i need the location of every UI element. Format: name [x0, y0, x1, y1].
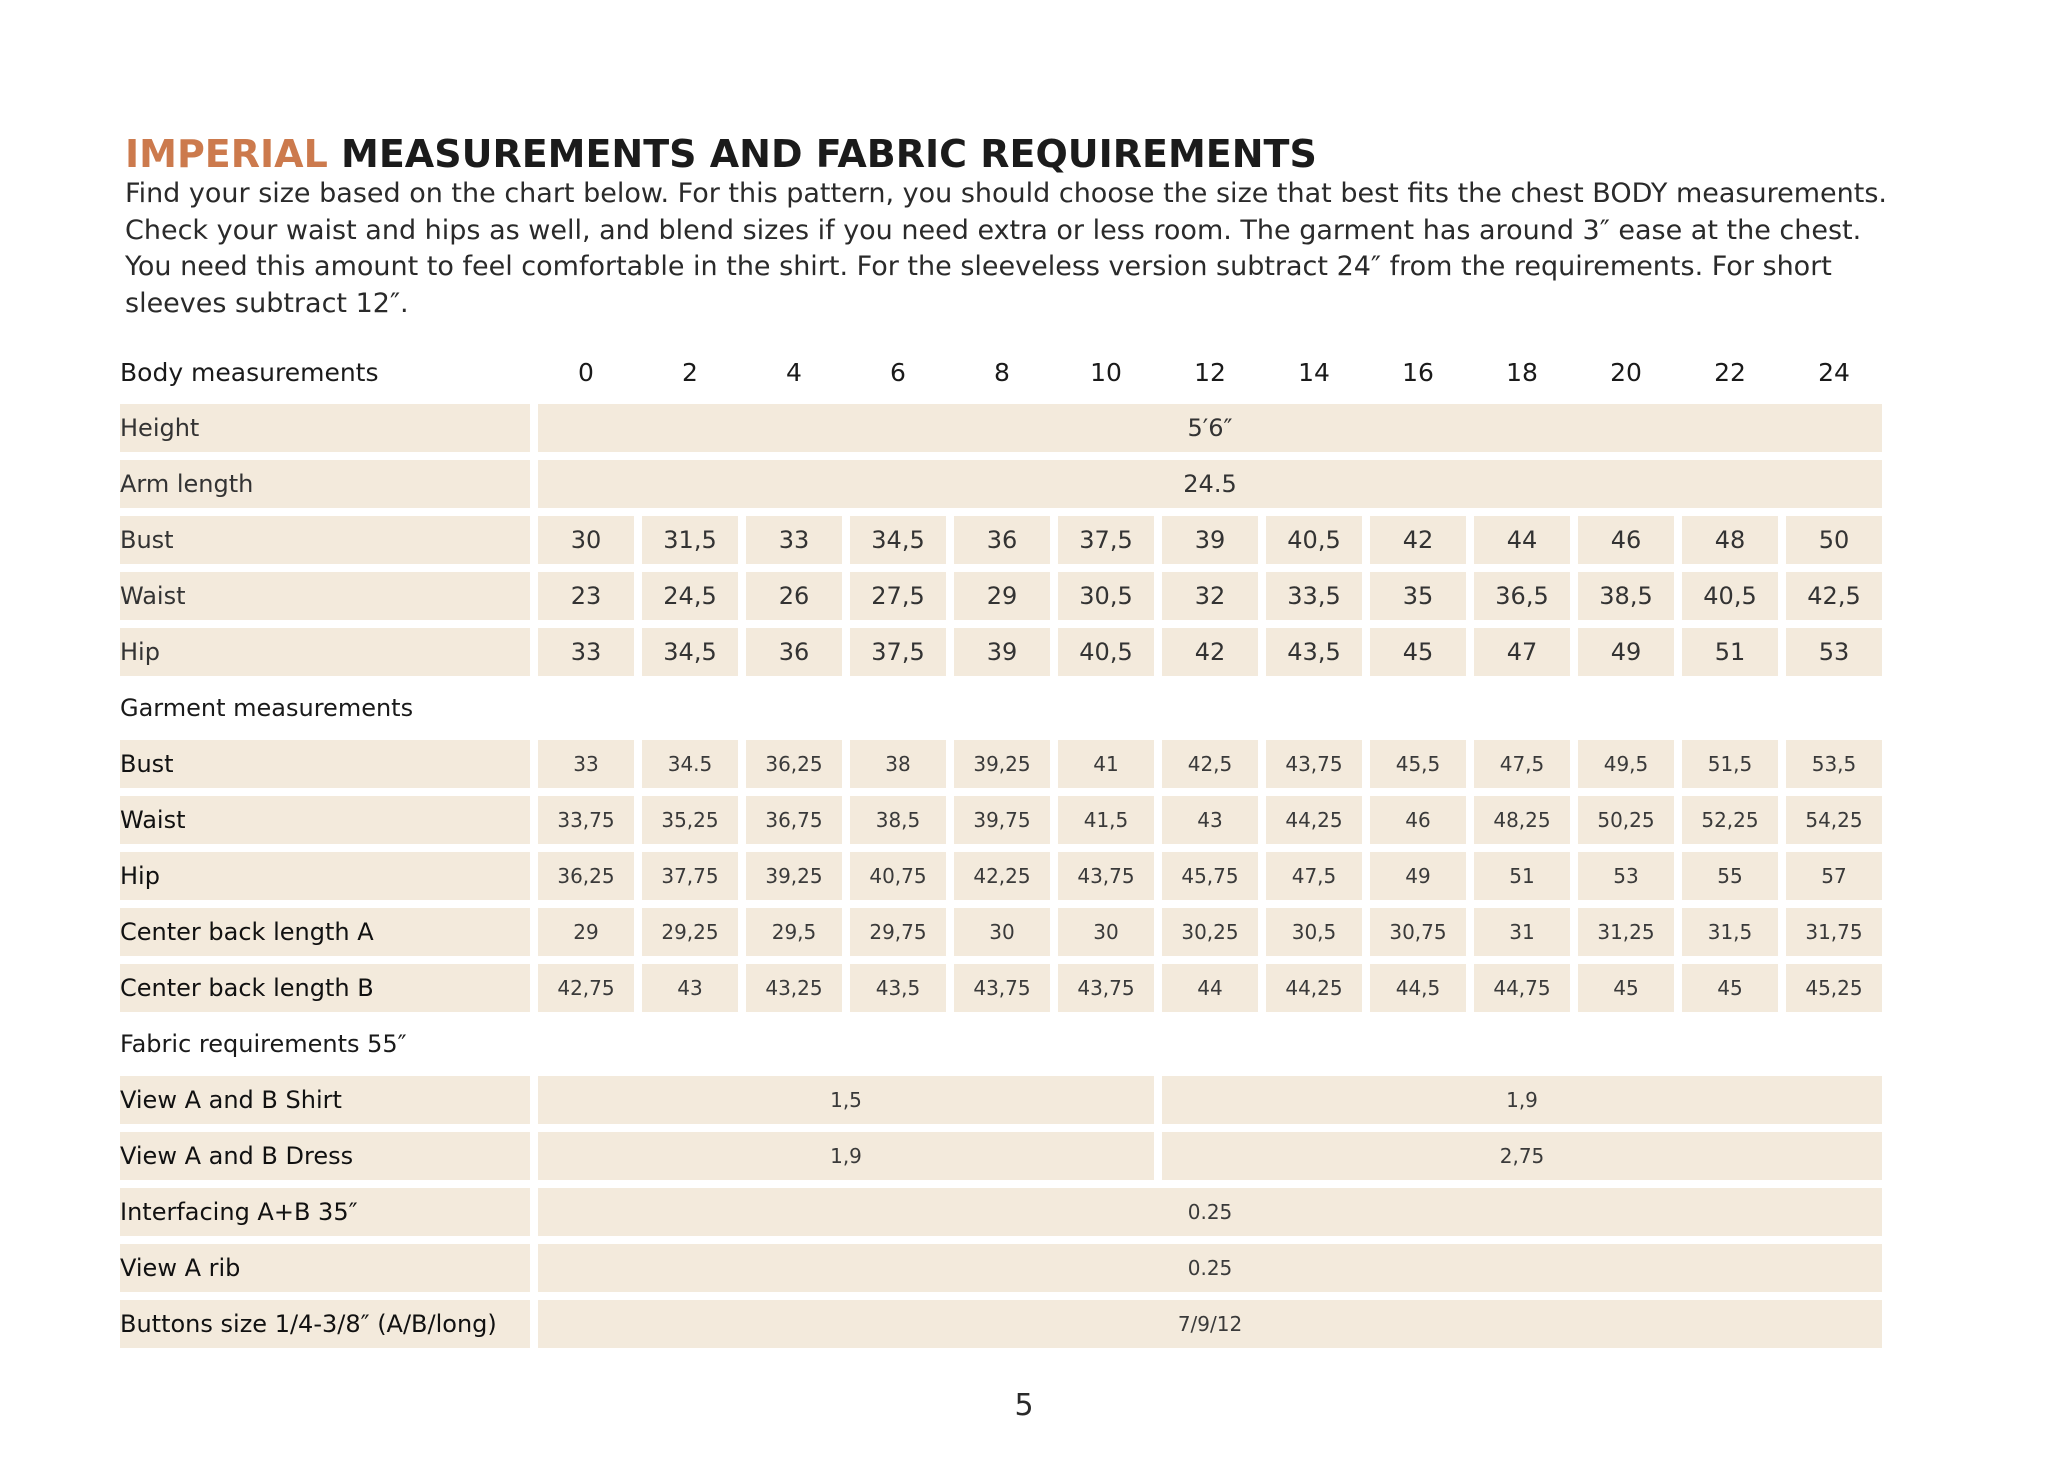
- size-value: 43,25: [746, 964, 842, 1012]
- span-value: 0.25: [538, 1188, 1882, 1236]
- size-header-10: 10: [1090, 357, 1122, 387]
- span-value: 5′6″: [538, 404, 1882, 452]
- row-label: Hip: [120, 852, 530, 900]
- size-value: 49,5: [1578, 740, 1674, 788]
- size-value: 42,25: [954, 852, 1050, 900]
- intro-paragraph: Find your size based on the chart below. For this pattern, you should choose the size that best fits the chest BODY measurements. Check your waist and hips as well, and blend sizes if you need extra or less room. The garment has around 3″ ease at the chest. You need this amount to feel comfortable in the shirt. For the sleeveless version subtract 24″ from the requirements. For short sleeves subtract 12″.: [125, 178, 1887, 319]
- size-value: 52,25: [1682, 796, 1778, 844]
- size-value: 47,5: [1474, 740, 1570, 788]
- size-value: 43,75: [954, 964, 1050, 1012]
- size-value: 32: [1162, 572, 1258, 620]
- fabric-row-view-a-and-b-shirt: [120, 1076, 1882, 1124]
- body-row-arm-length: [120, 460, 1882, 508]
- body-measurements-header: Body measurements: [120, 357, 379, 387]
- page-heading: [125, 128, 1317, 180]
- body-row-hip: [120, 628, 1882, 676]
- size-value: 37,5: [850, 628, 946, 676]
- size-value: 46: [1370, 796, 1466, 844]
- row-label: Buttons size 1/4-3/8″ (A/B/long): [120, 1300, 530, 1348]
- size-value: 36,25: [746, 740, 842, 788]
- size-header-row: [120, 348, 1882, 396]
- size-value: 51: [1682, 628, 1778, 676]
- row-label: View A rib: [120, 1244, 530, 1292]
- size-value: 30,75: [1370, 908, 1466, 956]
- body-row-bust: [120, 516, 1882, 564]
- size-header-20: 20: [1610, 357, 1642, 387]
- size-value: 31: [1474, 908, 1570, 956]
- size-value: 44: [1474, 516, 1570, 564]
- size-value: 40,5: [1058, 628, 1154, 676]
- size-value: 44,5: [1370, 964, 1466, 1012]
- size-value: 49: [1578, 628, 1674, 676]
- garment-row-bust: [120, 740, 1882, 788]
- size-value: 37,75: [642, 852, 738, 900]
- size-value: 45: [1370, 628, 1466, 676]
- body-row-height: [120, 404, 1882, 452]
- size-chart-body: [120, 348, 1882, 1348]
- row-label: Waist: [120, 796, 530, 844]
- size-value: 43,5: [850, 964, 946, 1012]
- row-label: Center back length A: [120, 908, 530, 956]
- size-value: 47: [1474, 628, 1570, 676]
- size-header-22: 22: [1714, 357, 1746, 387]
- size-value: 53: [1578, 852, 1674, 900]
- value-sizes-12-24: 2,75: [1162, 1132, 1882, 1180]
- size-value: 23: [538, 572, 634, 620]
- row-label: Interfacing A+B 35″: [120, 1188, 530, 1236]
- size-value: 43: [1162, 796, 1258, 844]
- size-value: 24,5: [642, 572, 738, 620]
- size-value: 51,5: [1682, 740, 1778, 788]
- size-value: 38: [850, 740, 946, 788]
- fabric-requirements-label-row: [120, 1020, 1882, 1068]
- size-value: 47,5: [1266, 852, 1362, 900]
- size-value: 41: [1058, 740, 1154, 788]
- size-value: 34,5: [850, 516, 946, 564]
- size-value: 33: [538, 628, 634, 676]
- size-value: 30,5: [1266, 908, 1362, 956]
- size-value: 31,25: [1578, 908, 1674, 956]
- size-value: 39,25: [954, 740, 1050, 788]
- size-value: 55: [1682, 852, 1778, 900]
- size-header-16: 16: [1402, 357, 1434, 387]
- size-value: 36: [746, 628, 842, 676]
- row-label: Bust: [120, 740, 530, 788]
- garment-row-center-back-length-a: [120, 908, 1882, 956]
- value-sizes-0-10: 1,9: [538, 1132, 1154, 1180]
- value-sizes-0-10: 1,5: [538, 1076, 1154, 1124]
- size-value: 45,25: [1786, 964, 1882, 1012]
- size-header-12: 12: [1194, 357, 1226, 387]
- heading-rest: MEASUREMENTS AND FABRIC REQUIREMENTS: [341, 132, 1317, 176]
- size-header-18: 18: [1506, 357, 1538, 387]
- size-value: 43,5: [1266, 628, 1362, 676]
- size-value: 38,5: [1578, 572, 1674, 620]
- size-value: 42,75: [538, 964, 634, 1012]
- size-value: 44,75: [1474, 964, 1570, 1012]
- size-value: 41,5: [1058, 796, 1154, 844]
- size-value: 51: [1474, 852, 1570, 900]
- size-value: 48,25: [1474, 796, 1570, 844]
- size-value: 40,5: [1682, 572, 1778, 620]
- size-value: 30: [954, 908, 1050, 956]
- size-value: 31,5: [642, 516, 738, 564]
- body-row-waist: [120, 572, 1882, 620]
- size-value: 42: [1162, 628, 1258, 676]
- size-value: 45: [1578, 964, 1674, 1012]
- size-value: 49: [1370, 852, 1466, 900]
- size-value: 33,75: [538, 796, 634, 844]
- size-value: 31,75: [1786, 908, 1882, 956]
- size-value: 34,5: [642, 628, 738, 676]
- size-header-0: 0: [578, 357, 594, 387]
- size-value: 30: [1058, 908, 1154, 956]
- size-chart-table: [112, 340, 1890, 1356]
- size-value: 37,5: [1058, 516, 1154, 564]
- heading-accent: IMPERIAL: [125, 132, 328, 176]
- size-value: 33,5: [1266, 572, 1362, 620]
- garment-measurements-label-row: [120, 684, 1882, 732]
- size-header-2: 2: [682, 357, 698, 387]
- size-value: 31,5: [1682, 908, 1778, 956]
- size-header-24: 24: [1818, 357, 1850, 387]
- size-value: 33: [746, 516, 842, 564]
- fabric-row-view-a-and-b-dress: [120, 1132, 1882, 1180]
- size-value: 35,25: [642, 796, 738, 844]
- size-value: 30: [538, 516, 634, 564]
- size-value: 45: [1682, 964, 1778, 1012]
- size-value: 39: [1162, 516, 1258, 564]
- page-number: 5: [1014, 1388, 1034, 1423]
- size-value: 30,5: [1058, 572, 1154, 620]
- row-label: Arm length: [120, 460, 530, 508]
- size-value: 46: [1578, 516, 1674, 564]
- size-value: 39,75: [954, 796, 1050, 844]
- size-value: 45,5: [1370, 740, 1466, 788]
- size-value: 36: [954, 516, 1050, 564]
- size-value: 48: [1682, 516, 1778, 564]
- size-value: 38,5: [850, 796, 946, 844]
- size-value: 43: [642, 964, 738, 1012]
- size-value: 44,25: [1266, 964, 1362, 1012]
- value-sizes-12-24: 1,9: [1162, 1076, 1882, 1124]
- row-label: View A and B Shirt: [120, 1076, 530, 1124]
- size-value: 44,25: [1266, 796, 1362, 844]
- size-value: 54,25: [1786, 796, 1882, 844]
- size-header-6: 6: [890, 357, 906, 387]
- size-value: 40,5: [1266, 516, 1362, 564]
- size-value: 36,5: [1474, 572, 1570, 620]
- garment-row-waist: [120, 796, 1882, 844]
- size-value: 42,5: [1162, 740, 1258, 788]
- garment-row-hip: [120, 852, 1882, 900]
- size-value: 44: [1162, 964, 1258, 1012]
- size-value: 29: [538, 908, 634, 956]
- size-value: 36,25: [538, 852, 634, 900]
- size-value: 29,5: [746, 908, 842, 956]
- span-value: 7/9/12: [538, 1300, 1882, 1348]
- row-label: Bust: [120, 516, 530, 564]
- row-label: Height: [120, 404, 530, 452]
- row-label: Center back length B: [120, 964, 530, 1012]
- size-value: 36,75: [746, 796, 842, 844]
- garment-measurements-label: Garment measurements: [120, 694, 414, 722]
- size-header-14: 14: [1298, 357, 1330, 387]
- garment-row-center-back-length-b: [120, 964, 1882, 1012]
- size-value: 39: [954, 628, 1050, 676]
- row-label: Waist: [120, 572, 530, 620]
- size-value: 29,25: [642, 908, 738, 956]
- size-value: 30,25: [1162, 908, 1258, 956]
- size-value: 42,5: [1786, 572, 1882, 620]
- span-value: 0.25: [538, 1244, 1882, 1292]
- size-value: 50,25: [1578, 796, 1674, 844]
- fabric-row-view-a-rib: [120, 1244, 1882, 1292]
- size-value: 50: [1786, 516, 1882, 564]
- size-value: 35: [1370, 572, 1466, 620]
- span-value: 24.5: [538, 460, 1882, 508]
- fabric-requirements-label: Fabric requirements 55″: [120, 1030, 407, 1058]
- size-value: 29: [954, 572, 1050, 620]
- size-header-8: 8: [994, 357, 1010, 387]
- size-value: 53: [1786, 628, 1882, 676]
- size-value: 40,75: [850, 852, 946, 900]
- size-value: 29,75: [850, 908, 946, 956]
- fabric-row-interfacing-a-b-35-: [120, 1188, 1882, 1236]
- size-value: 42: [1370, 516, 1466, 564]
- size-value: 39,25: [746, 852, 842, 900]
- row-label: Hip: [120, 628, 530, 676]
- size-value: 27,5: [850, 572, 946, 620]
- size-value: 43,75: [1058, 964, 1154, 1012]
- row-label: View A and B Dress: [120, 1132, 530, 1180]
- size-value: 57: [1786, 852, 1882, 900]
- size-value: 33: [538, 740, 634, 788]
- size-value: 43,75: [1058, 852, 1154, 900]
- size-value: 43,75: [1266, 740, 1362, 788]
- size-value: 26: [746, 572, 842, 620]
- fabric-row-buttons-size-1-4-3-8-a-b-long-: [120, 1300, 1882, 1348]
- size-value: 53,5: [1786, 740, 1882, 788]
- size-value: 34.5: [642, 740, 738, 788]
- size-value: 45,75: [1162, 852, 1258, 900]
- size-header-4: 4: [786, 357, 802, 387]
